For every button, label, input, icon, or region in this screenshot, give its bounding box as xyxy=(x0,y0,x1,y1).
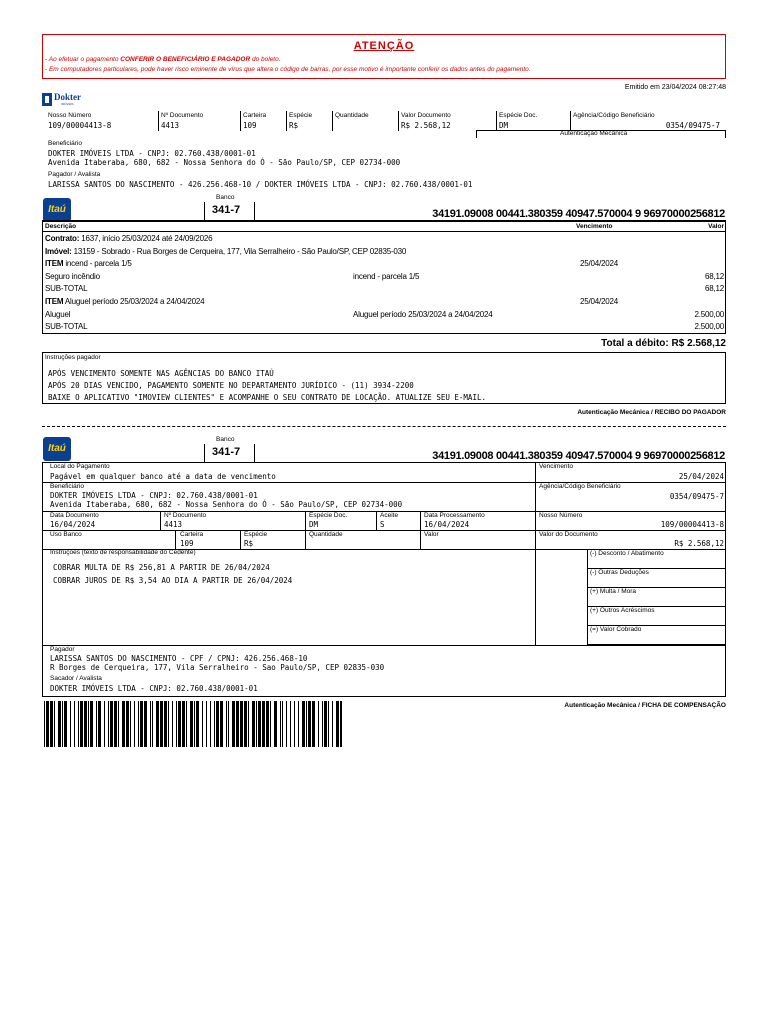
ficha-beneficiario-label: Beneficiário xyxy=(50,483,84,490)
barcode-bar xyxy=(244,701,247,747)
divider xyxy=(42,231,726,232)
desconto-label: (-) Desconto / Abatimento xyxy=(590,550,664,557)
instrucao-1: APÓS VENCIMENTO SOMENTE NAS AGÊNCIAS DO BANCO ITAÚ xyxy=(48,369,274,378)
divider xyxy=(535,462,536,645)
receipt-especie-doc: DM xyxy=(499,121,509,130)
data-proc: 16/04/2024 xyxy=(424,520,470,529)
barcode-bar xyxy=(104,701,105,747)
imovel-line xyxy=(45,247,406,257)
barcode-bar xyxy=(318,701,319,747)
barcode-bar xyxy=(126,701,129,747)
barcode-bar xyxy=(196,701,199,747)
barcode-bar xyxy=(328,701,329,747)
barcode-bar xyxy=(340,701,342,747)
receipt-valor-doc: R$ 2.568,12 xyxy=(401,121,451,130)
barcode-bar xyxy=(144,701,147,747)
barcode-bar xyxy=(286,701,287,747)
barcode-bar xyxy=(54,701,55,747)
item2-vencimento: 25/04/2024 xyxy=(580,297,619,306)
barcode-bar xyxy=(202,701,203,747)
contrato-label: Contrato: xyxy=(45,234,80,243)
barcode-bar xyxy=(240,701,243,747)
divider xyxy=(254,444,255,462)
data-proc-label: Data Processamento xyxy=(424,512,485,519)
barcode-bar xyxy=(182,701,185,747)
receipt-beneficiario-2: Avenida Itaberaba, 680, 682 - Nossa Senhora do Ó - São Paulo/SP, CEP 02734-000 xyxy=(48,158,401,167)
barcode-bar xyxy=(214,701,215,747)
attention-line1-bold: CONFERIR O BENEFICIÁRIO E PAGADOR xyxy=(120,56,251,63)
itau-logo-text: Itaú xyxy=(48,204,66,215)
barcode-bar xyxy=(70,701,71,747)
receipt-pagador: LARISSA SANTOS DO NASCIMENTO - 426.256.468-10 / DOKTER IMÓVEIS LTDA - CNPJ: 02.760.438/0001-01 xyxy=(48,180,473,189)
bank-code-2: 341-7 xyxy=(212,446,241,458)
barcode-bar xyxy=(270,701,271,747)
dokter-logo-sub: IMÓVEIS xyxy=(61,102,74,106)
barcode-bar xyxy=(228,701,229,747)
multa-label: (+) Multa / Mora xyxy=(590,588,637,595)
item2-label: ITEM xyxy=(45,297,64,306)
valor-documento-label: Valor do Documento xyxy=(539,531,598,538)
instrucao-multa: COBRAR MULTA DE R$ 256,81 A PARTIR DE 26/04/2024 xyxy=(53,563,270,572)
barcode-bar xyxy=(160,701,163,747)
emitted-date: Emitido em 23/04/2024 08:27:48 xyxy=(624,84,726,91)
barcode-bar xyxy=(172,701,173,747)
row1-valor: 68,12 xyxy=(704,272,724,281)
receipt-beneficiario-label: Beneficiário xyxy=(48,140,82,147)
divider xyxy=(420,530,421,549)
outros-acrescimos-label: (+) Outros Acréscimos xyxy=(590,607,655,614)
divider xyxy=(570,111,571,131)
barcode-bar xyxy=(302,701,305,747)
divider xyxy=(376,511,377,530)
contrato-line xyxy=(45,234,212,244)
receipt-quantidade-label: Quantidade xyxy=(335,112,369,119)
recibo-pagador: Autenticação Mecânica / RECIBO DO PAGADOR xyxy=(577,409,726,416)
ficha-autenticacao: Autenticação Mecânica / FICHA DE COMPENSAÇÃO xyxy=(564,702,726,709)
dokter-logo xyxy=(42,92,92,108)
barcode-bar xyxy=(156,701,159,747)
bank-code: 341-7 xyxy=(212,204,241,216)
barcode-bar xyxy=(110,701,113,747)
uso-banco-label: Uso Banco xyxy=(50,531,82,538)
divider xyxy=(240,111,241,131)
receipt-carteira: 109 xyxy=(243,121,257,130)
barcode-bar xyxy=(236,701,239,747)
item1-label: ITEM xyxy=(45,259,64,268)
vencimento: 25/04/2024 xyxy=(678,472,724,481)
col-vencimento-header: Vencimento xyxy=(576,223,613,230)
barcode-bar xyxy=(62,701,63,747)
nosso-numero-label: Nosso Número xyxy=(539,512,583,519)
vencimento-label: Vencimento xyxy=(539,463,573,470)
barcode-bar xyxy=(206,701,207,747)
row1-detail: incend - parcela 1/5 xyxy=(353,272,420,281)
col-valor-header: Valor xyxy=(708,223,724,230)
barcode-bar xyxy=(118,701,119,747)
divider xyxy=(42,530,726,531)
attention-box xyxy=(42,34,726,79)
barcode-bar xyxy=(84,701,87,747)
dokter-logo-name: Dokter xyxy=(54,92,81,102)
ficha-pagador-1: LARISSA SANTOS DO NASCIMENTO - CPF / CPNJ: 426.256.468-10 xyxy=(50,654,308,663)
barcode xyxy=(44,701,342,747)
valor-cobrado-label: (=) Valor Cobrado xyxy=(590,626,642,633)
divider xyxy=(725,130,726,138)
barcode-bar xyxy=(274,701,277,747)
subtotal1-valor: 68,12 xyxy=(704,284,724,293)
divider xyxy=(42,645,726,646)
row1-desc: Seguro incêndio xyxy=(45,272,100,281)
item1-value: incend - parcela 1/5 xyxy=(63,259,132,268)
local-pagamento: Pagável em qualquer banco até a data de vencimento xyxy=(50,472,276,481)
divider xyxy=(398,111,399,131)
barcode-bar xyxy=(256,701,257,747)
barcode-bar xyxy=(194,701,195,747)
receipt-agencia-label: Agência/Código Beneficiário xyxy=(573,112,655,119)
barcode-bar xyxy=(78,701,79,747)
outras-deducoes-label: (-) Outras Deduções xyxy=(590,569,649,576)
barcode-bar xyxy=(74,701,75,747)
barcode-bar xyxy=(282,701,283,747)
dokter-logo-mark-cut xyxy=(45,96,49,103)
nosso-numero: 109/00004413-8 xyxy=(660,520,724,529)
cut-line xyxy=(42,426,726,427)
valor-label: Valor xyxy=(424,531,439,538)
divider xyxy=(240,530,241,549)
digitable-line-2: 34191.09008 00441.380359 40947.570004 9 96970000256812 xyxy=(432,450,725,462)
barcode-bar xyxy=(122,701,125,747)
local-pagamento-label: Local do Pagamento xyxy=(50,463,110,470)
divider xyxy=(42,482,726,483)
divider xyxy=(420,511,421,530)
barcode-bar xyxy=(64,701,67,747)
ficha-agencia: 0354/09475-7 xyxy=(669,492,724,501)
attention-line-2: - Em computadores particulares, pode haver risco eminente de vírus que altera o código de barras, por esse motivo é importante conferir os dados antes do pagamento. xyxy=(45,66,531,73)
ficha-carteira-label: Carteira xyxy=(180,531,204,538)
receipt-pagador-label: Pagador / Avalista xyxy=(48,171,101,178)
barcode-bar xyxy=(134,701,135,747)
barcode-bar xyxy=(168,701,169,747)
barcode-bar xyxy=(90,701,93,747)
receipt-autenticacao: Autenticação Mecânica xyxy=(560,130,628,137)
barcode-bar xyxy=(210,701,211,747)
barcode-bar xyxy=(332,701,333,747)
barcode-bar xyxy=(58,701,61,747)
barcode-bar xyxy=(220,701,223,747)
ficha-num-doc: 4413 xyxy=(164,520,183,529)
ficha-beneficiario-2: Avenida Itaberaba, 680, 682 - Nossa Senhora do Ó - São Paulo/SP, CEP 02734-000 xyxy=(50,500,403,509)
barcode-bar xyxy=(46,701,49,747)
bank-label: Banco xyxy=(216,194,235,201)
barcode-bar xyxy=(312,701,315,747)
divider xyxy=(160,511,161,530)
row2-valor: 2.500,00 xyxy=(694,310,724,319)
barcode-bar xyxy=(324,701,327,747)
divider xyxy=(332,111,333,131)
imovel-label: Imóvel: xyxy=(45,247,72,256)
barcode-bar xyxy=(88,701,89,747)
ficha-especie: R$ xyxy=(244,539,254,548)
item1-line xyxy=(45,259,132,269)
barcode-bar xyxy=(44,701,45,747)
barcode-bar xyxy=(252,701,255,747)
divider xyxy=(175,530,176,549)
barcode-bar xyxy=(114,701,117,747)
barcode-bar xyxy=(96,701,97,747)
barcode-bar xyxy=(98,701,101,747)
ficha-especie-doc-label: Espécie Doc. xyxy=(309,512,348,519)
ficha-especie-doc: DM xyxy=(309,520,319,529)
divider xyxy=(204,202,205,220)
barcode-bar xyxy=(258,701,261,747)
ficha-especie-label: Espécie xyxy=(244,531,268,538)
divider xyxy=(496,111,497,131)
barcode-bar xyxy=(294,701,295,747)
divider xyxy=(158,111,159,131)
barcode-bar xyxy=(232,701,235,747)
divider xyxy=(305,530,306,549)
itau-logo xyxy=(43,198,71,222)
barcode-bar xyxy=(248,701,249,747)
sacador-label: Sacador / Avalista xyxy=(50,675,102,682)
contrato-value: 1637, início 25/03/2024 até 24/09/2026 xyxy=(79,234,213,243)
data-doc: 16/04/2024 xyxy=(50,520,96,529)
receipt-valor-doc-label: Valor Documento xyxy=(401,112,451,119)
attention-line-1 xyxy=(45,56,281,63)
divider xyxy=(286,111,287,131)
barcode-bar xyxy=(108,701,109,747)
barcode-bar xyxy=(280,701,281,747)
barcode-bar xyxy=(190,701,193,747)
item1-vencimento: 25/04/2024 xyxy=(580,259,619,268)
quantidade-label: Quantidade xyxy=(309,531,343,538)
barcode-bar xyxy=(178,701,181,747)
barcode-bar xyxy=(322,701,323,747)
barcode-bar xyxy=(266,701,269,747)
attention-line1-post: do boleto. xyxy=(250,56,281,63)
receipt-nosso-numero-label: Nosso Número xyxy=(48,112,92,119)
barcode-bar xyxy=(138,701,139,747)
instrucoes-pagador-label: Instruções pagador xyxy=(45,354,101,361)
ficha-pagador-2: R Borges de Cerqueira, 177, Vila Serralheiro - Sao Paulo/SP, CEP 02835-030 xyxy=(50,663,385,672)
receipt-especie-doc-label: Espécie Doc. xyxy=(499,112,538,119)
ficha-agencia-label: Agência/Código Beneficiário xyxy=(539,483,621,490)
subtotal1-label: SUB-TOTAL xyxy=(45,284,88,293)
receipt-carteira-label: Carteira xyxy=(243,112,267,119)
barcode-bar xyxy=(140,701,143,747)
aceite-label: Aceite xyxy=(380,512,399,519)
barcode-bar xyxy=(150,701,151,747)
divider xyxy=(305,511,306,530)
instrucao-juros: COBRAR JUROS DE R$ 3,54 AO DIA A PARTIR DE 26/04/2024 xyxy=(53,576,293,585)
receipt-num-doc-label: Nº Documento xyxy=(161,112,204,119)
digitable-line: 34191.09008 00441.380359 40947.570004 9 96970000256812 xyxy=(432,208,725,220)
total-debito: Total a débito: R$ 2.568,12 xyxy=(601,338,726,349)
receipt-num-doc: 4413 xyxy=(161,121,180,130)
ficha-beneficiario-1: DOKTER IMÓVEIS LTDA - CNPJ: 02.760.438/0001-01 xyxy=(50,491,258,500)
receipt-especie-label: Espécie xyxy=(289,112,313,119)
barcode-bar xyxy=(152,701,153,747)
divider xyxy=(476,130,477,138)
ficha-carteira: 109 xyxy=(180,539,194,548)
receipt-beneficiario-1: DOKTER IMÓVEIS LTDA - CNPJ: 02.760.438/0001-01 xyxy=(48,149,256,158)
instrucao-2: APÓS 20 DIAS VENCIDO, PAGAMENTO SOMENTE NO DEPARTAMENTO JURÍDICO - (11) 3934-2200 xyxy=(48,381,414,390)
aceite: S xyxy=(380,520,385,529)
item2-value: Aluguel período 25/03/2024 a 24/04/2024 xyxy=(63,297,205,306)
ficha-num-doc-label: Nº Documento xyxy=(164,512,207,519)
barcode-bar xyxy=(186,701,187,747)
subtotal2-label: SUB-TOTAL xyxy=(45,322,88,331)
ficha-pagador-label: Pagador xyxy=(50,646,75,653)
itau-logo-2 xyxy=(43,437,71,461)
itau-logo-2-text: Itaú xyxy=(48,443,66,454)
barcode-bar xyxy=(290,701,291,747)
subtotal2-valor: 2.500,00 xyxy=(694,322,724,331)
attention-line1-pre: - Ao efetuar o pagamento xyxy=(45,56,121,63)
receipt-agencia: 0354/09475-7 xyxy=(665,121,720,130)
barcode-bar xyxy=(306,701,307,747)
barcode-bar xyxy=(298,701,299,747)
barcode-bar xyxy=(308,701,311,747)
attention-title: ATENÇÃO xyxy=(353,40,415,52)
item2-line xyxy=(45,297,204,307)
instrucoes-cedente-label: Instruções (texto de responsabilidade do Cedente) xyxy=(50,549,196,556)
barcode-bar xyxy=(262,701,265,747)
barcode-bar xyxy=(336,701,339,747)
barcode-bar xyxy=(216,701,219,747)
valor-documento: R$ 2.568,12 xyxy=(674,539,724,548)
sacador: DOKTER IMÓVEIS LTDA - CNPJ: 02.760.438/0001-01 xyxy=(50,684,258,693)
row2-detail: Aluguel período 25/03/2024 a 24/04/2024 xyxy=(353,310,493,319)
col-descricao-header: Descrição xyxy=(45,223,77,230)
bank-label-2: Banco xyxy=(216,436,235,443)
instrucao-3: BAIXE O APLICATIVO "IMOVIEW CLIENTES" E ACOMPANHE O SEU CONTRATO DE LOCAÇÃO. ATUALIZE SEU E-MAIL. xyxy=(48,393,486,402)
barcode-bar xyxy=(80,701,83,747)
receipt-especie: R$ xyxy=(289,121,299,130)
barcode-bar xyxy=(164,701,167,747)
barcode-bar xyxy=(176,701,177,747)
barcode-bar xyxy=(226,701,227,747)
divider xyxy=(254,202,255,220)
barcode-bar xyxy=(130,701,131,747)
receipt-nosso-numero: 109/00004413-8 xyxy=(48,121,112,130)
barcode-bar xyxy=(50,701,53,747)
data-doc-label: Data Documento xyxy=(50,512,99,519)
divider xyxy=(204,444,205,462)
imovel-value: 13159 - Sobrado - Rua Borges de Cerqueira, 177, Vila Serralheiro - São Paulo/SP, CEP 02835-030 xyxy=(71,247,407,256)
row2-desc: Aluguel xyxy=(45,310,71,319)
